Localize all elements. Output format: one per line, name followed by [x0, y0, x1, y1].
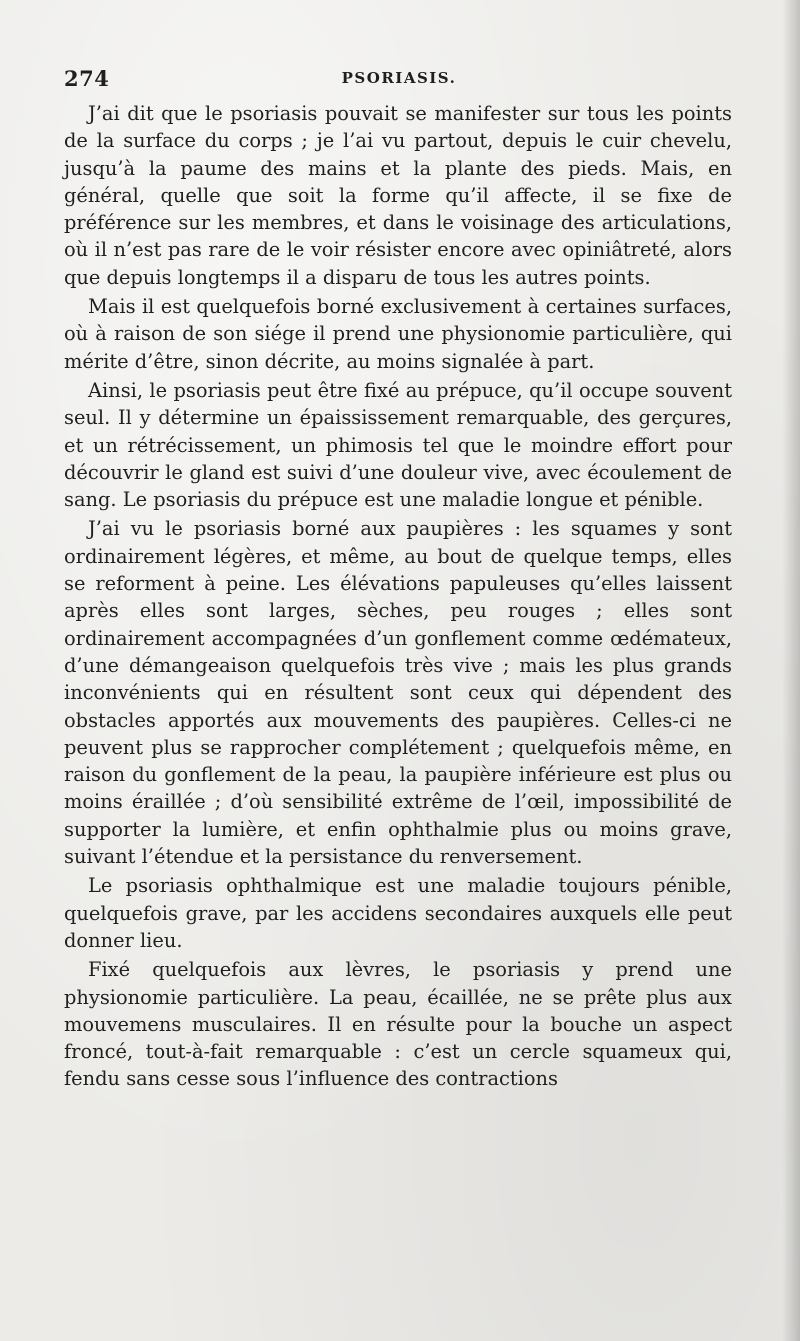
paragraph-5: Le psoriasis ophthalmique est une maladie toujours pénible, quelquefois grave, par les accidens secondaires auxquels elle peut donner lieu.: [64, 874, 732, 952]
paragraph-3: Ainsi, le psoriasis peut être fixé au prépuce, qu’il occupe souvent seul. Il y détermine un épaississement remarquable, des gerçures, et un rétrécissement, un phimosis tel que le moindre effort pour découvrir le gland est suivi d’une douleur vive, avec écoulement de sang. Le psoriasis du prépuce est une maladie longue et pénible.: [64, 378, 732, 512]
page-edge-shadow: [782, 0, 800, 1341]
paragraph-4: J’ai vu le psoriasis borné aux paupières : les squames y sont ordinairement légères, et même, au bout de quelque temps, elles se reforment à peine. Les élévations papuleuses qu’elles laissent après elles sont larges, sèches, peu rouges ; elles sont ordinairement accompagnées d’un gonflement comme œdémateux, d’une démangeaison quelquefois très vive ; mais les plus grands inconvénients qui en résultent sont ceux qui dépendent des obstacles apportés aux mouvements des paupières. Celles-ci ne peuvent plus se rapprocher complétement ; quelquefois même, en raison du gonflement de la peau, la paupière inférieure est plus ou moins éraillée ; d’où sensibilité extrême de l’œil, impossibilité de supporter la lumière, et enfin ophthalmie plus ou moins grave, suivant l’étendue et la persistance du renversement.: [64, 517, 732, 869]
running-title: PSORIASIS.: [341, 69, 457, 87]
paragraph-6: Fixé quelquefois aux lèvres, le psoriasis y prend une physionomie particulière. La peau, écaillée, ne se prête plus aux mouvemens musculaires. Il en résulte pour la bouche un aspect froncé, tout-à-fait remarquable : c’est un cercle squameux qui, fendu sans cesse sous l’influence des contractions: [64, 958, 732, 1091]
body-text: [64, 100, 732, 1095]
page-header: [64, 66, 734, 94]
paragraph-2: Mais il est quelquefois borné exclusivement à certaines surfaces, où à raison de son siége il prend une physionomie particulière, qui mérite d’être, sinon décrite, au moins signalée à part.: [64, 295, 732, 373]
page-number: 274: [64, 66, 110, 91]
paragraph-1: J’ai dit que le psoriasis pouvait se manifester sur tous les points de la surface du corps ; je l’ai vu partout, depuis le cuir chevelu, jusqu’à la paume des mains et la plante des pieds. Mais, en général, quelle que soit la forme qu’il affecte, il se fixe de préférence sur les membres, et dans le voisinage des articulations, où il n’est pas rare de le voir résister encore avec opiniâtreté, alors que depuis longtemps il a disparu de tous les autres points.: [64, 102, 732, 289]
